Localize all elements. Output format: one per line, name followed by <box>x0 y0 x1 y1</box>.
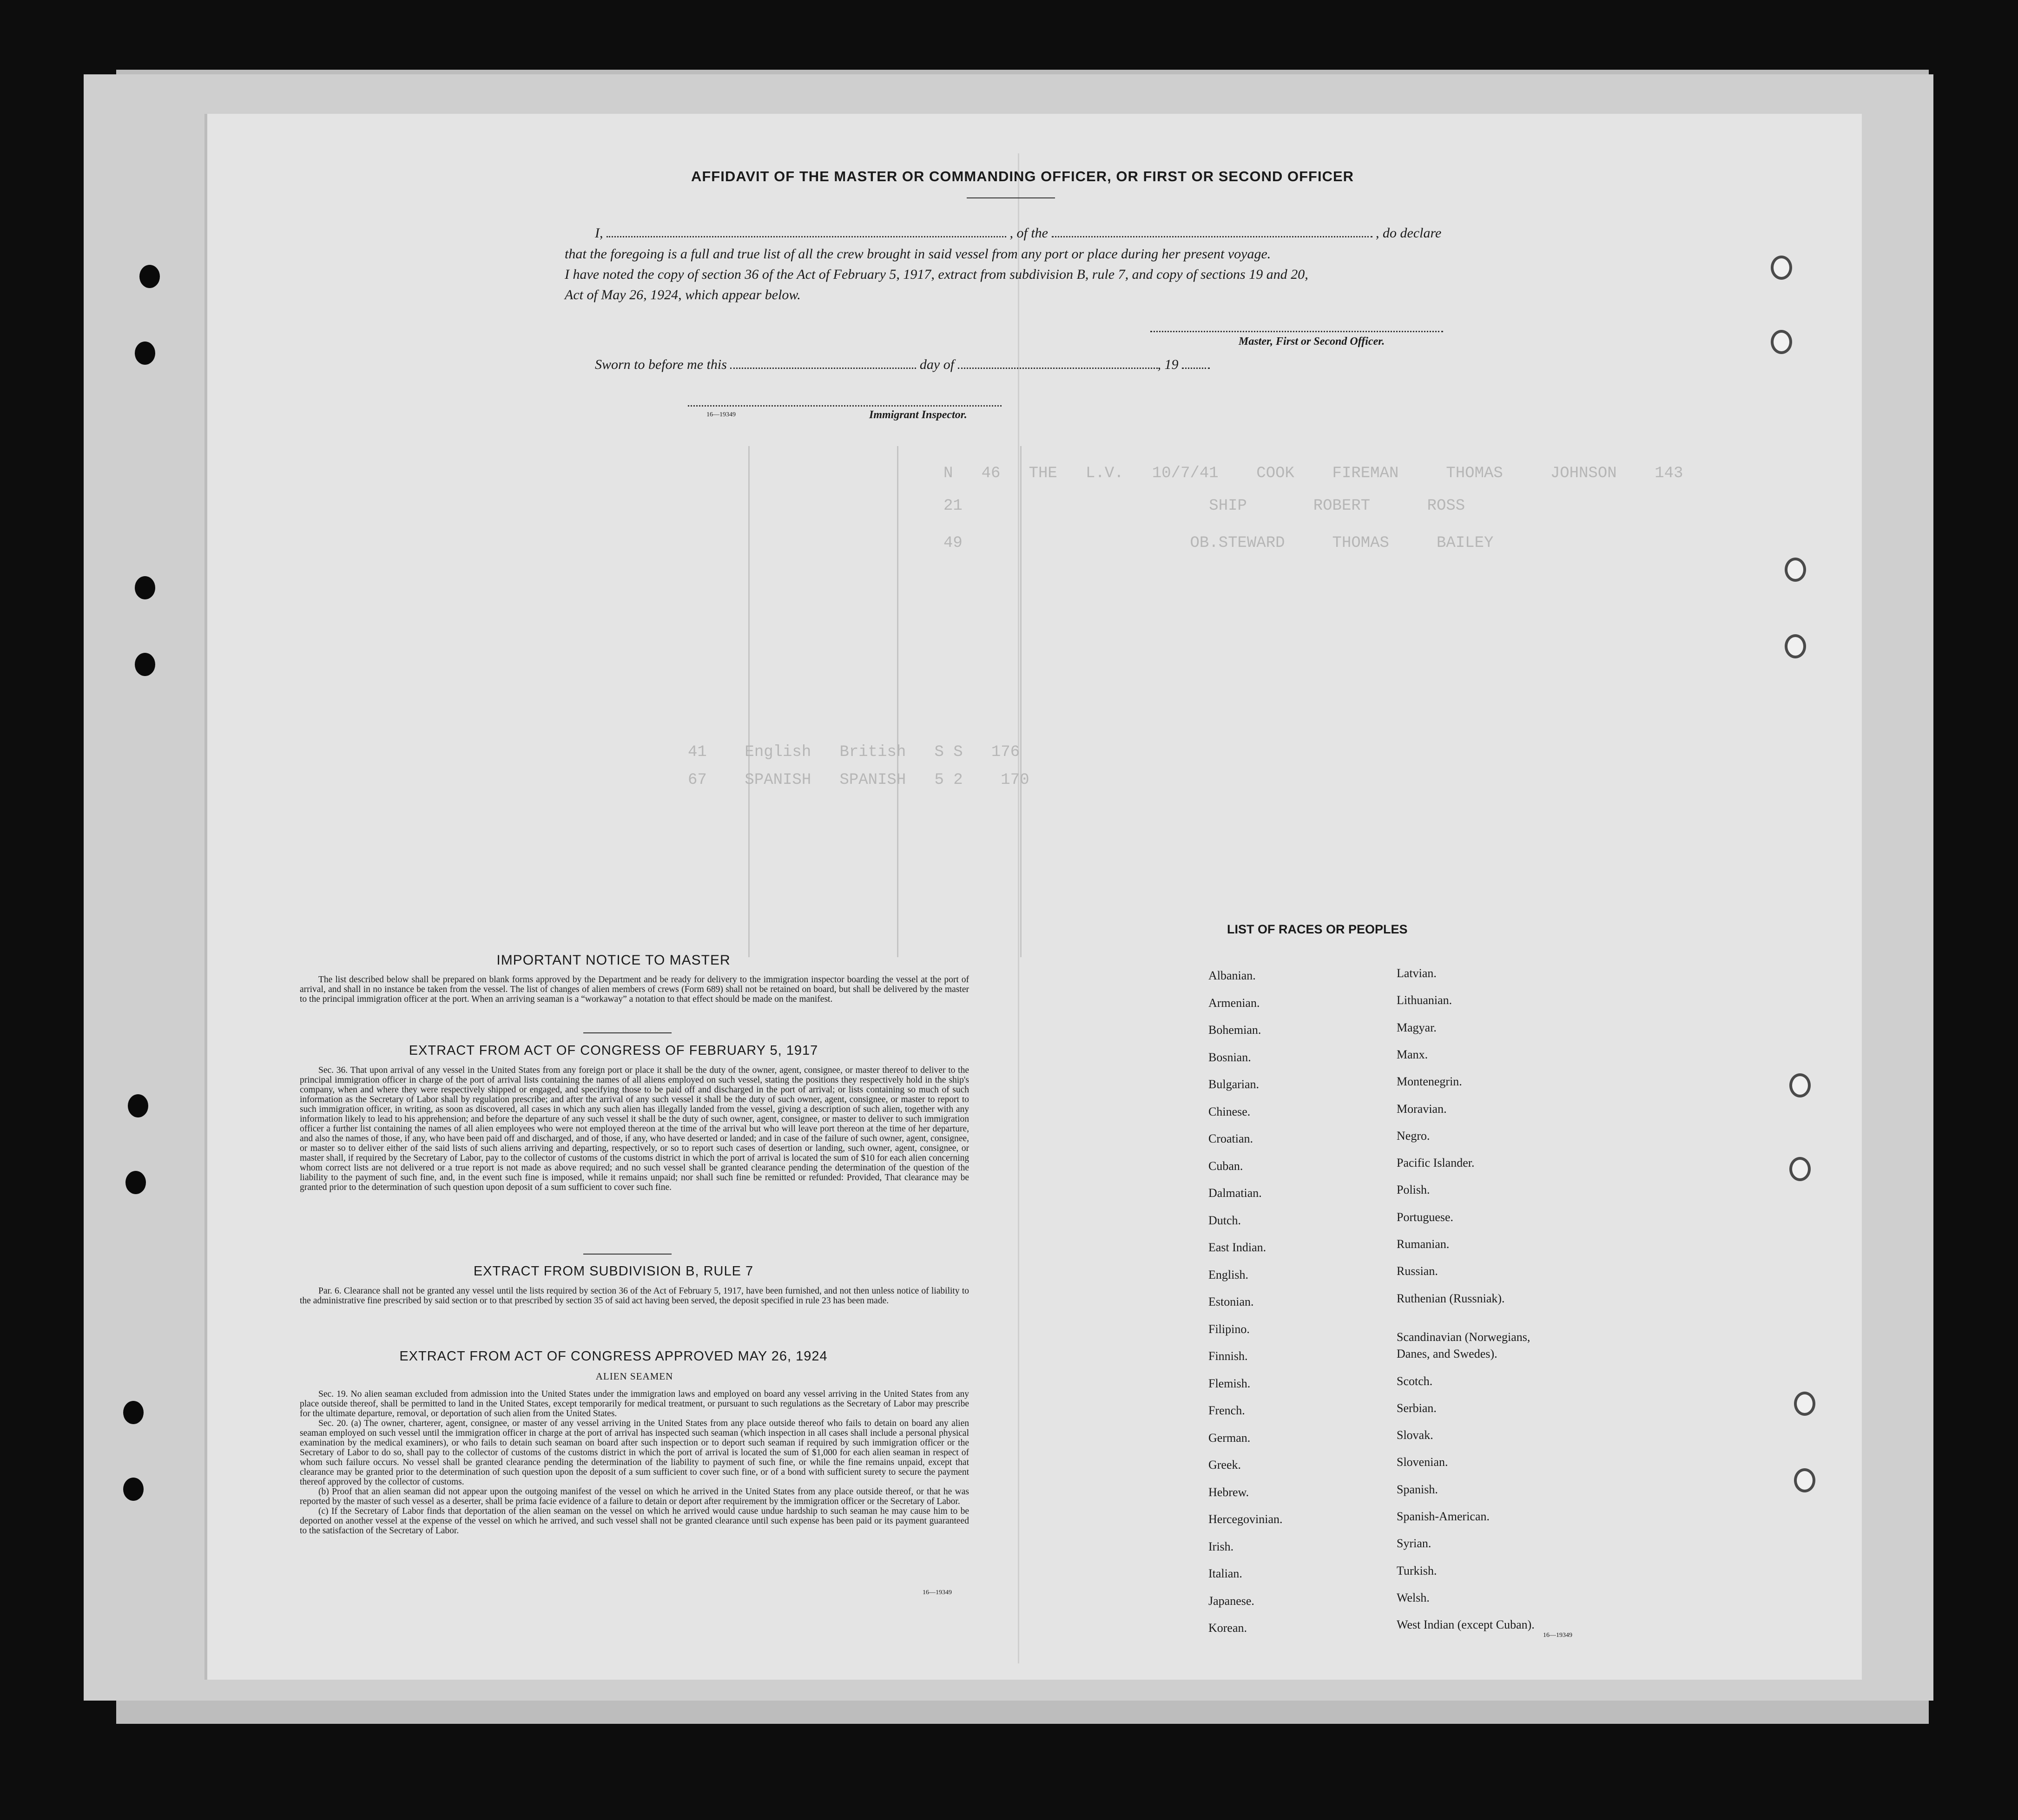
affidavit-of-the: , of the <box>1009 225 1048 241</box>
race-item: Scandinavian (Norwegians, <box>1397 1330 1530 1344</box>
binder-hole <box>1789 1157 1811 1181</box>
sworn-line <box>595 357 1210 373</box>
race-item: Greek. <box>1208 1458 1241 1472</box>
race-item: Dalmatian. <box>1208 1186 1262 1200</box>
race-item: Russian. <box>1397 1264 1438 1278</box>
extract-1924-text <box>300 1389 969 1536</box>
bleed-through-rule <box>897 446 898 957</box>
race-item: Dutch. <box>1208 1213 1241 1227</box>
race-item: Pacific Islander. <box>1397 1156 1475 1170</box>
race-item: Rumanian. <box>1397 1237 1450 1251</box>
day-of-label: day of <box>919 357 955 372</box>
vessel-blank <box>1052 228 1372 237</box>
sworn-day-blank <box>730 359 916 369</box>
race-item: Irish. <box>1208 1539 1234 1553</box>
race-item: West Indian (except Cuban). <box>1397 1618 1535 1632</box>
affidavit-line-3: I have noted the copy of section 36 of the Act of February 5, 1917, extract from subdivision B, rule 7, and copy of sections 19 and 20, <box>565 267 1308 282</box>
section-36-paragraph: Sec. 36. That upon arrival of any vessel in the United States from any foreign port or place it shall be the duty of the owner, agent, consignee, or master thereof to deliver to the principal immigration officer in charge of the port of arrival lists containing the names of all aliens employed on such vessel, stating the positions they respectively hold in the ship's company, when and where they were respectively shipped or engaged, and specifying those to be paid off and discharged in the port of arrival; or lists containing so much of such information as the Secretary of Labor shall by regulation prescribe; and after the arrival of any such vessel it shall be the duty of such owner, agent, consignee, or master to report to such immigration officer, in writing, as soon as discovered, all cases in which any such alien has illegally landed from the vessel, giving a description of such alien, together with any information likely to lead to his apprehension; and before the departure of any such vessel it shall be the duty of such owner, agent, consignee, or master to deliver to such immigration officer a further list containing the names of all alien employees who were not employed thereon at the time of the arrival but who will leave port thereon at the time of her departure, and also the names of those, if any, who have been paid off and discharged, and of those, if any, who have deserted or landed; and in case of the failure of such owner, agent, consignee, or master so to deliver either of the said lists of such aliens arriving and departing, respectively, or so to report such cases of desertion or landing, such owner, agent, consignee, or master shall, if required by the Secretary of Labor, pay to the collector of customs of the customs district in which the port of arrival is located the sum of $10 for each alien concerning whom correct lists are not delivered or a true report is not made as above required; and no such vessel shall be granted clearance pending the determination of the question of the liability to the payment of such fine, and, in the event such fine is imposed, while it remains unpaid; nor shall such fine be remitted or refunded: Provided, That clearance may be granted prior to the determination of such question upon deposit of a sum sufficient to cover such fine. <box>300 1065 969 1192</box>
binder-hole <box>1785 634 1806 658</box>
bleed-through-text: 41 English British S S 176 <box>688 743 1020 761</box>
race-item: Danes, and Swedes). <box>1397 1347 1497 1361</box>
race-item: Slovenian. <box>1397 1455 1448 1469</box>
race-item: Moravian. <box>1397 1102 1447 1116</box>
race-item: French. <box>1208 1404 1245 1417</box>
bleed-through-rule <box>1020 446 1022 957</box>
race-item: Serbian. <box>1397 1401 1437 1415</box>
race-item: Korean. <box>1208 1621 1247 1635</box>
race-item: Welsh. <box>1397 1590 1430 1604</box>
race-item: Manx. <box>1397 1047 1428 1061</box>
binder-hole <box>1794 1392 1815 1416</box>
race-item: English. <box>1208 1268 1248 1281</box>
binder-hole <box>139 265 160 288</box>
race-item: Bohemian. <box>1208 1023 1261 1037</box>
race-item: Ruthenian (Russniak). <box>1397 1291 1505 1305</box>
sec-20a-paragraph: Sec. 20. (a) The owner, charterer, agent, consignee, or master of any vessel arriving in the United States from any place outside thereof who fails to detain on board any alien seaman employed on such vessel until the immigration officer in charge at the port of arrival has inspected such seaman (which inspection in all cases shall include a personal physical examination by the medical examiners), or who fails to detain such seaman on board after such inspection or to deport such seaman if required by such immigration officer or the Secretary of Labor to do so, shall pay to the collector of customs of the customs district in which the port of arrival is located the sum of $1,000 for each alien seaman in respect of whom such failure occurs. No vessel shall be granted clearance pending the determination of the liability to payment of such fine, or while the fine remains unpaid, except that clearance may be granted prior to the determination of such question upon the deposit of a sum sufficient to cover such fine, or of a bond with sufficient surety to secure the payment thereof approved by the collector of customs. <box>300 1419 969 1487</box>
race-item: Spanish. <box>1397 1482 1438 1496</box>
race-item: Portuguese. <box>1397 1210 1454 1224</box>
affidavit-line-2: that the foregoing is a full and true list of all the crew brought in said vessel from any port or place during her present voyage. <box>565 246 1271 262</box>
form-number: 16—19349 <box>923 1589 952 1596</box>
race-item: Negro. <box>1397 1129 1430 1143</box>
race-item: Syrian. <box>1397 1537 1431 1551</box>
race-item: Hebrew. <box>1208 1485 1249 1499</box>
races-title: LIST OF RACES OR PEOPLES <box>1227 922 1408 936</box>
bleed-through-text: N 46 THE L.V. 10/7/41 COOK FIREMAN THOMAS JOHNSON 143 <box>943 465 1683 482</box>
binder-hole <box>1785 558 1806 582</box>
race-item: Polish. <box>1397 1183 1430 1197</box>
binder-hole <box>123 1478 144 1501</box>
affidavit-line-4: Act of May 26, 1924, which appear below. <box>565 287 801 302</box>
master-label: Master, First or Second Officer. <box>1239 335 1385 348</box>
extract-1924-title: EXTRACT FROM ACT OF CONGRESS APPROVED MAY 26, 1924 <box>399 1349 828 1364</box>
sec-19-paragraph: Sec. 19. No alien seaman excluded from admission into the United States under the immigration laws and employed on board any vessel arriving in the United States from any place outside thereof, shall be permitted to land in the United States, except temporarily for medical treatment, or pursuant to such regulations as the Secretary of Labor may prescribe for the ultimate departure, removal, or deportation of such alien from the United States. <box>300 1389 969 1419</box>
race-item: German. <box>1208 1431 1251 1445</box>
affidavit-line-1 <box>595 225 1441 241</box>
extract-1917-text <box>300 1065 969 1192</box>
race-item: Croatian. <box>1208 1132 1253 1145</box>
notice-text <box>300 975 969 1004</box>
form-number: 16—19349 <box>1543 1632 1572 1639</box>
sworn-label: Sworn to before me this <box>595 357 727 372</box>
race-item: Armenian. <box>1208 996 1260 1010</box>
extract-b7-title: EXTRACT FROM SUBDIVISION B, RULE 7 <box>473 1264 754 1279</box>
par-6-paragraph: Par. 6. Clearance shall not be granted any vessel until the lists required by section 36 of the Act of February 5, 1917, have been furnished, and not then unless notice of liability to the administrative fine prescribed by said section or to that prescribed by section 35 of said act having been served, the deposit specified in rule 23 has been made. <box>300 1286 969 1306</box>
bleed-through-text: 67 SPANISH SPANISH 5 2 170 <box>688 771 1029 789</box>
race-item: Chinese. <box>1208 1104 1251 1118</box>
form-number: 16—19349 <box>706 411 736 418</box>
affidavit-do-declare: , do declare <box>1376 225 1442 241</box>
race-item: Montenegrin. <box>1397 1075 1462 1089</box>
race-item: Latvian. <box>1397 966 1437 980</box>
race-item: Bosnian. <box>1208 1050 1251 1064</box>
binder-hole <box>1794 1468 1815 1492</box>
center-fold-line <box>1018 153 1019 1663</box>
race-item: Cuban. <box>1208 1159 1243 1173</box>
bleed-through-text: 49 OB.STEWARD THOMAS BAILEY <box>943 534 1494 552</box>
race-item: Slovak. <box>1397 1428 1433 1442</box>
extract-b7-text <box>300 1286 969 1306</box>
race-item: East Indian. <box>1208 1241 1266 1254</box>
extract-1917-title: EXTRACT FROM ACT OF CONGRESS OF FEBRUARY 5, 1917 <box>409 1043 818 1058</box>
race-item: Lithuanian. <box>1397 993 1452 1007</box>
master-signature-line <box>1150 331 1443 332</box>
bleed-through-text: 21 SHIP ROBERT ROSS <box>943 497 1465 515</box>
affidavit-title: AFFIDAVIT OF THE MASTER OR COMMANDING OFFICER, OR FIRST OR SECOND OFFICER <box>691 168 1354 184</box>
notice-title: IMPORTANT NOTICE TO MASTER <box>496 953 731 968</box>
race-item: Flemish. <box>1208 1376 1251 1390</box>
affidavit-i-label: I, <box>595 225 603 241</box>
alien-seamen-subtitle: ALIEN SEAMEN <box>595 1371 673 1382</box>
binder-hole <box>135 576 155 599</box>
race-item: Magyar. <box>1397 1020 1437 1034</box>
inspector-signature-line <box>688 405 1002 407</box>
binder-hole <box>123 1401 144 1424</box>
section-divider <box>583 1254 672 1255</box>
binder-hole <box>125 1171 146 1194</box>
race-item: Hercegovinian. <box>1208 1512 1283 1526</box>
bleed-through-rule <box>748 446 750 957</box>
section-divider <box>583 1032 672 1033</box>
sworn-month-blank <box>958 359 1158 369</box>
name-blank <box>607 228 1006 237</box>
race-item: Finnish. <box>1208 1349 1248 1363</box>
binder-hole <box>1771 330 1792 354</box>
sworn-year-blank <box>1182 359 1210 369</box>
title-divider <box>967 197 1055 198</box>
binder-hole <box>128 1094 148 1117</box>
race-item: Estonian. <box>1208 1295 1254 1308</box>
binder-hole <box>1789 1073 1811 1097</box>
binder-hole <box>135 342 155 365</box>
sec-20b-paragraph: (b) Proof that an alien seaman did not appear upon the outgoing manifest of the vessel on which he arrived in the United States from any place outside thereof, or that he was reported by the master of such vessel as a deserter, shall be prima facie evidence of a failure to detain or deport after requirement by the immigration officer or the Secretary of Labor. <box>300 1487 969 1506</box>
race-item: Filipino. <box>1208 1322 1250 1336</box>
binder-hole <box>1771 256 1792 280</box>
notice-paragraph: The list described below shall be prepared on blank forms approved by the Department and be ready for delivery to the immigration inspector boarding the vessel at the port of arrival, and shall in no instance be taken from the vessel. The list of changes of alien members of crews (Form 689) shall not be retained on board, but shall be delivered by the master to the principal immigration officer at the port. When an arriving seaman is a “workaway” a notation to that effect should be made on the manifest. <box>300 975 969 1004</box>
race-item: Scotch. <box>1397 1374 1433 1388</box>
race-item: Turkish. <box>1397 1564 1437 1577</box>
year-prefix: , 19 <box>1157 357 1179 372</box>
inspector-label: Immigrant Inspector. <box>869 409 967 421</box>
sec-20c-paragraph: (c) If the Secretary of Labor finds that deportation of the alien seaman on the vessel on which he arrived would cause undue hardship to such seaman he may cause him to be deported on another vessel at the expense of the vessel on which he arrived, and such vessel shall not be granted clearance until such expense has been paid or its payment guaranteed to the satisfaction of the Secretary of Labor. <box>300 1506 969 1536</box>
race-item: Bulgarian. <box>1208 1078 1260 1091</box>
race-item: Albanian. <box>1208 969 1256 982</box>
binder-hole <box>135 653 155 676</box>
race-item: Spanish-American. <box>1397 1510 1490 1523</box>
race-item: Italian. <box>1208 1567 1242 1580</box>
race-item: Japanese. <box>1208 1594 1254 1608</box>
